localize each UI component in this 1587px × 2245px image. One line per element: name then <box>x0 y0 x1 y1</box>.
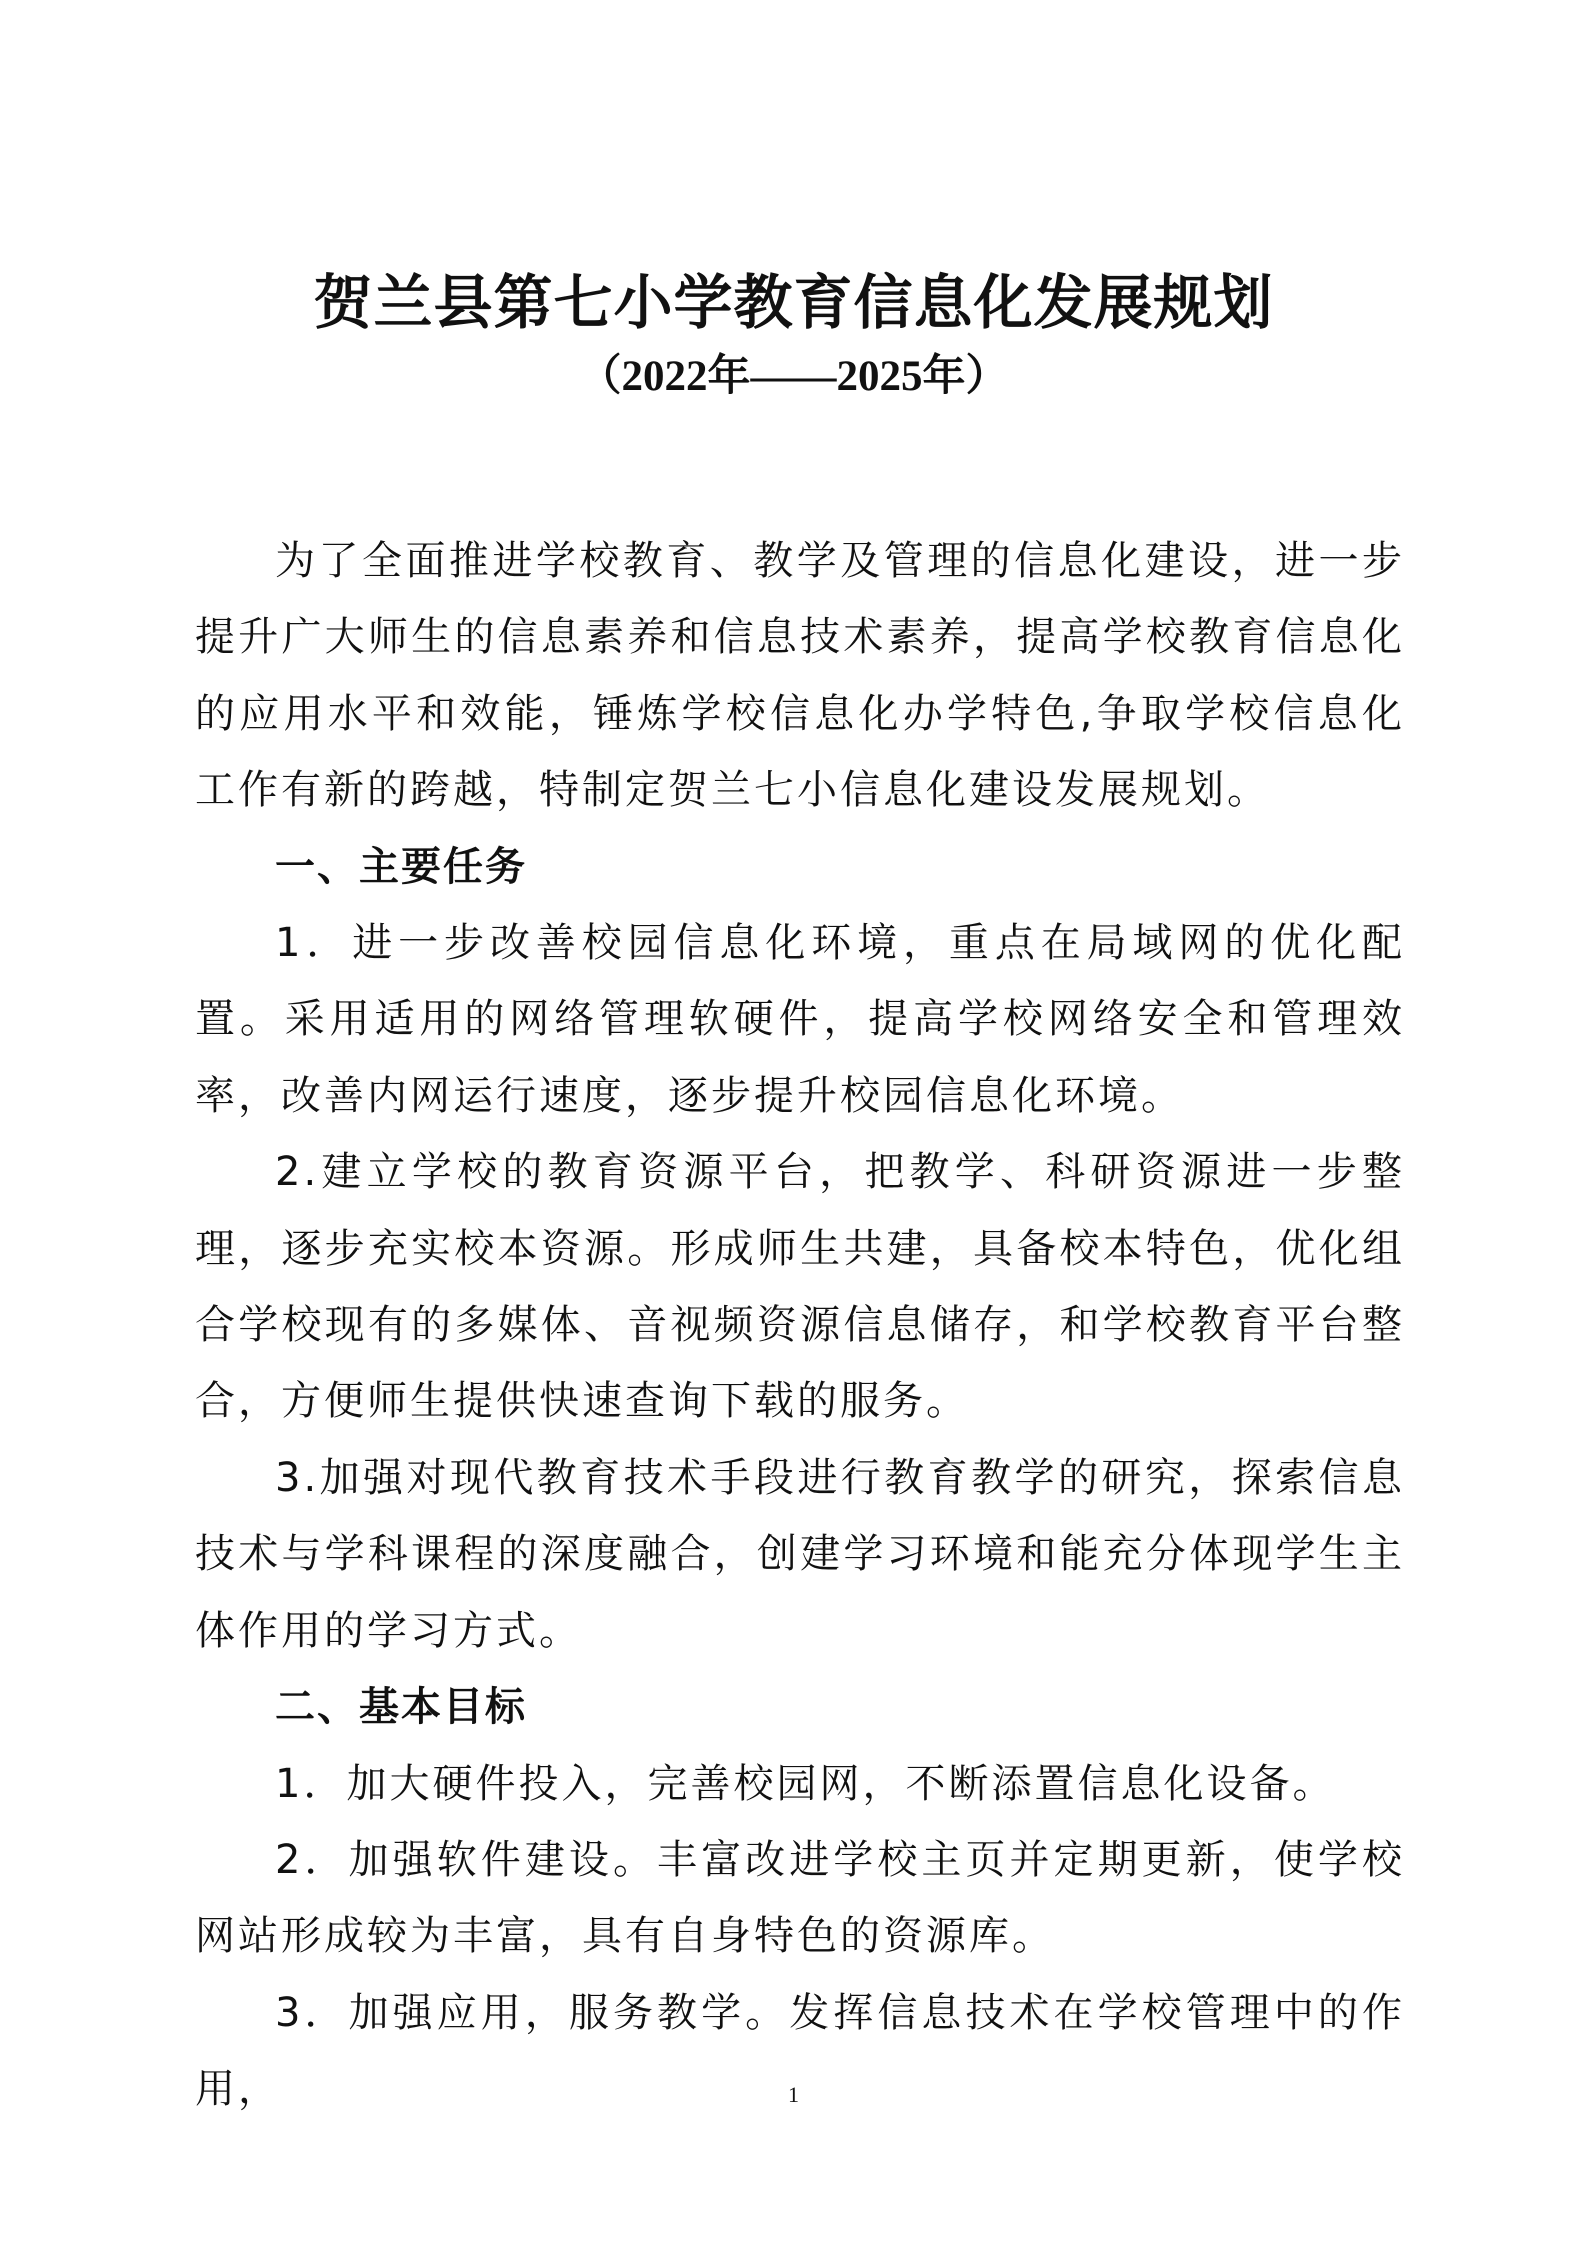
section-heading-main-tasks: 一、主要任务 <box>275 843 527 890</box>
page-number: 1 <box>788 2082 799 2107</box>
section-heading-basic-goals: 二、基本目标 <box>275 1684 527 1731</box>
basic-goal-item-1: 1．加大硬件投入，完善校园网，不断添置信息化设备。 <box>275 1760 1336 1807</box>
basic-goal-item-3: 3．加强应用，服务教学。发挥信息技术在学校管理中的作用， <box>195 1989 1405 2113</box>
main-task-item-3: 3.加强对现代教育技术手段进行教育教学的研究，探索信息技术与学科课程的深度融合，创建学习环境和能充分体现学生主体作用的学习方式。 <box>195 1454 1405 1654</box>
main-task-item-2: 2.建立学校的教育资源平台，把教学、科研资源进一步整理，逐步充实校本资源。形成师生共建，具备校本特色，优化组合学校现有的多媒体、音视频资源信息储存，和学校教育平台整合，方便师生提供快速查询下载的服务。 <box>195 1149 1405 1425</box>
document-subtitle: （2022年——2025年） <box>578 353 1009 400</box>
document-body <box>195 523 1405 2128</box>
basic-goal-item-2: 2．加强软件建设。丰富改进学校主页并定期更新，使学校网站形成较为丰富，具有自身特色的资源库。 <box>195 1836 1405 1960</box>
document-title: 贺兰县第七小学教育信息化发展规划 <box>313 268 1274 337</box>
main-task-item-1: 1．进一步改善校园信息化环境，重点在局域网的优化配置。采用适用的网络管理软硬件，提高学校网络安全和管理效率，改善内网运行速度，逐步提升校园信息化环境。 <box>195 920 1405 1119</box>
intro-paragraph: 为了全面推进学校教育、教学及管理的信息化建设，进一步提升广大师生的信息素养和信息技术素养，提高学校教育信息化的应用水平和效能，锤炼学校信息化办学特色,争取学校信息化工作有新的跨越，特制定贺兰七小信息化建设发展规划。 <box>195 538 1405 814</box>
